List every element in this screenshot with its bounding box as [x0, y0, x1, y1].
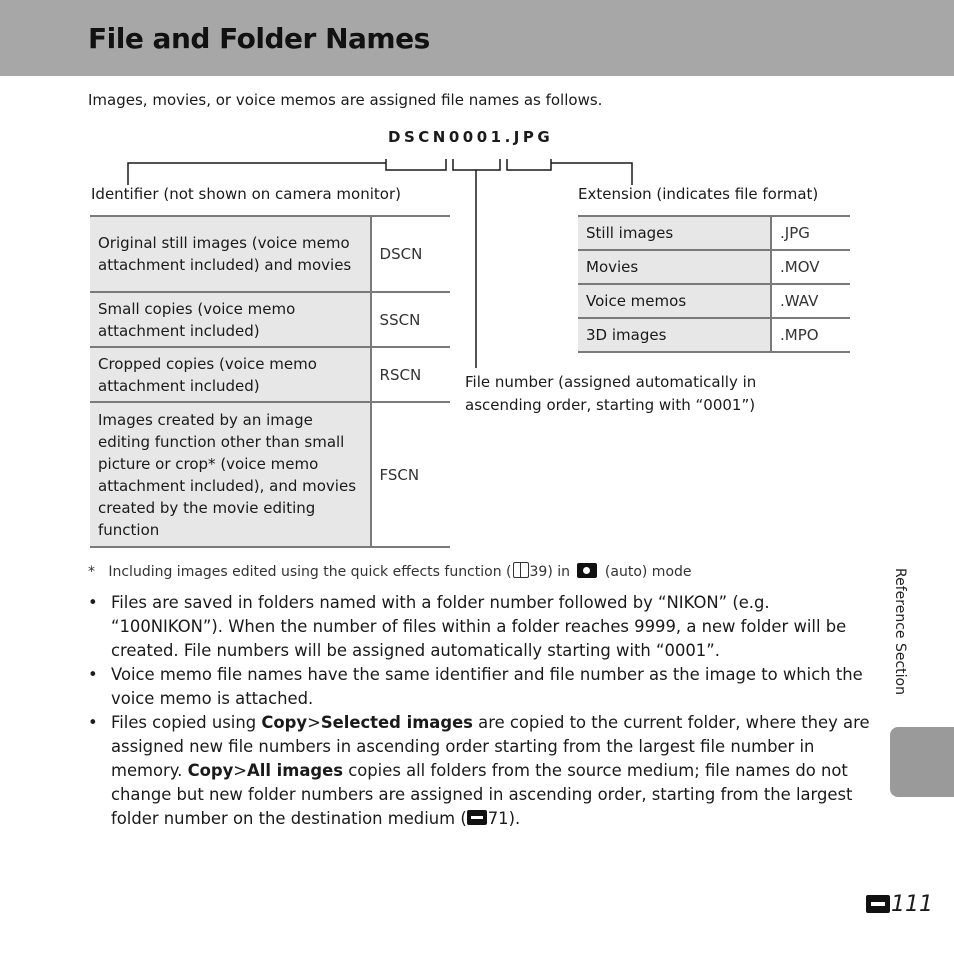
footnote-text: ) in [547, 564, 571, 580]
table-row [90, 216, 450, 292]
identifier-table [90, 215, 450, 548]
extension-description: 3D images [578, 318, 771, 352]
identifier-code: SSCN [371, 292, 450, 347]
extension-table [578, 215, 850, 353]
list-item: • Voice memo file names have the same identifier and file number as the image to which the voice memo is attached. [88, 663, 878, 711]
e-section-icon [467, 810, 487, 825]
table-row [578, 318, 850, 352]
footnote-text: Including images edited using the quick effects function ( [108, 564, 512, 580]
page-number-value: 111 [891, 892, 933, 917]
bullet-list [88, 591, 878, 831]
extension-label: Extension (indicates file format) [578, 185, 819, 203]
identifier-description: Original still images (voice memo attachment included) and movies [90, 216, 371, 292]
menu-separator: > [307, 713, 321, 732]
menu-separator: > [233, 761, 248, 780]
identifier-code: RSCN [371, 347, 450, 402]
page-number [866, 892, 933, 917]
section-side-label: Reference Section [892, 568, 908, 695]
table-row [90, 347, 450, 402]
file-number-label-line: File number (assigned automatically in [465, 373, 757, 391]
footnote-text: (auto) mode [604, 564, 692, 580]
table-row [578, 284, 850, 318]
table-row [90, 292, 450, 347]
extension-description: Movies [578, 250, 771, 284]
menu-name: Copy [187, 761, 234, 780]
footnote [88, 562, 692, 580]
footnote-ref[interactable]: 39 [529, 564, 548, 580]
file-number-label-line: ascending order, starting with “0001”) [465, 396, 756, 414]
extension-description: Still images [578, 216, 771, 250]
menu-name: All images [247, 761, 344, 780]
section-tab[interactable] [890, 727, 954, 797]
table-row [578, 250, 850, 284]
file-number-label [465, 371, 756, 417]
identifier-description: Small copies (voice memo attachment included) [90, 292, 371, 347]
identifier-description: Cropped copies (voice memo attachment included) [90, 347, 371, 402]
page-title: File and Folder Names [88, 22, 430, 55]
e-section-icon [866, 895, 890, 913]
extension-code: .MPO [771, 318, 850, 352]
bullet-text: ). [508, 809, 521, 828]
book-icon [513, 562, 529, 578]
table-row [578, 216, 850, 250]
bullet-text: are copied to the current folder, where they are assigned new file numbers in ascending order starting from the largest file number in memory. [111, 713, 870, 780]
identifier-code: FSCN [371, 402, 450, 547]
menu-name: Selected images [320, 713, 473, 732]
identifier-description: Images created by an image editing function other than small picture or crop* (voice memo attachment included), and movies created by the movie editing function [90, 402, 371, 547]
bullet-text: Files copied using [111, 713, 262, 732]
intro-text: Images, movies, or voice memos are assigned file names as follows. [88, 91, 603, 109]
menu-name: Copy [261, 713, 308, 732]
camera-icon [577, 563, 597, 578]
extension-code: .WAV [771, 284, 850, 318]
example-filename: DSCN0001.JPG [388, 128, 554, 146]
extension-description: Voice memos [578, 284, 771, 318]
extension-code: .JPG [771, 216, 850, 250]
bullet-text: copies all folders from the source medium; file names do not change but new folder numbers are assigned in ascending order, starting from the largest folder number on the destination medium ( [111, 761, 853, 828]
table-row [90, 402, 450, 547]
extension-code: .MOV [771, 250, 850, 284]
list-item [88, 711, 878, 831]
identifier-label: Identifier (not shown on camera monitor) [91, 185, 401, 203]
identifier-code: DSCN [371, 216, 450, 292]
page-ref[interactable]: 71 [487, 809, 509, 828]
list-item: • Files are saved in folders named with a folder number followed by “NIKON” (e.g. “100NIKON”). When the number of files within a folder reaches 9999, a new folder will be created. File numbers will be assigned automatically starting with “0001”. [88, 591, 878, 663]
footnote-marker: * [88, 564, 95, 580]
